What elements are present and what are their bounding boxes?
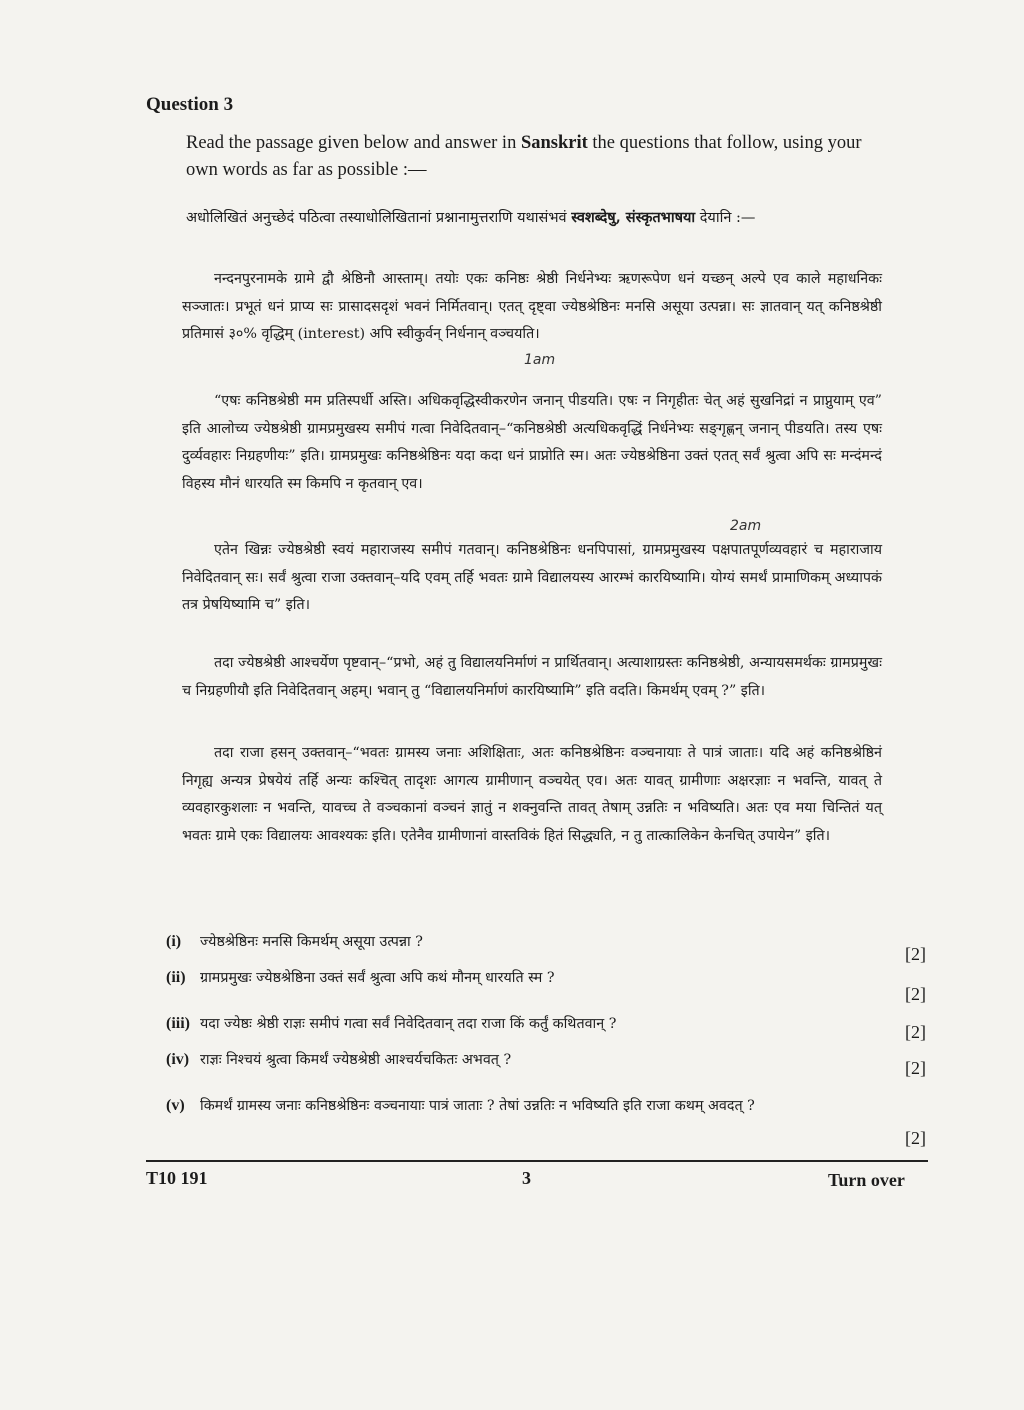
question-item: (iii) यदा ज्येष्ठः श्रेष्ठी राज्ञः समीपं गत्वा सर्वं निवेदितवान् तदा राजा किं कर्तुं कथितवान् ? [2] [166, 1010, 926, 1038]
instruction-english: Read the passage given below and answer in Sanskrit the questions that follow, using your own words as far as possible :— [186, 133, 862, 180]
instruction-sanskrit: अधोलिखितं अनुच्छेदं पठित्वा तस्याधोलिखितानां प्रश्नानामुत्तराणि यथासंभवं स्वशब्देषु, संस्कृतभाषया देयानि :— [186, 209, 756, 226]
passage-paragraph-1: नन्दनपुरनामके ग्रामे द्वौ श्रेष्ठिनौ आस्ताम्। तयोः एकः कनिष्ठः श्रेष्ठी निर्धनेभ्यः ऋणरूपेण धनं यच्छन् अल्पे एव काले महाधनिकः सञ्जातः। प्रभूतं धनं प्राप्य सः प्रासादसदृशं भवनं निर्मितवान्। एतत् दृष्ट्वा ज्येष्ठश्रेष्ठिनः मनसि असूया उत्पन्ना। सः ज्ञातवान् यत् कनिष्ठश्रेष्ठी प्रतिमासं ३०% वृद्धिम् (interest) अपि स्वीकुर्वन् निर्धनान् वञ्चयति। [182, 271, 882, 343]
marks-label: [2] [905, 1128, 926, 1148]
question-item: (v) किमर्थं ग्रामस्य जनाः कनिष्ठश्रेष्ठिनः वञ्चनायाः पात्रं जाताः ? तेषां उन्नतिः न भविष्यति इति राजा कथम् अवदत् ? [2] [166, 1092, 926, 1120]
passage-paragraph-3: एतेन खिन्नः ज्येष्ठश्रेष्ठी स्वयं महाराजस्य समीपं गतवान्। कनिष्ठश्रेष्ठिनः धनपिपासां, ग्रामप्रमुखस्य पक्षपातपूर्णव्यवहारं च महाराजाय निवेदितवान् सः। सर्वं श्रुत्वा राजा उक्तवान्–यदि एवम् तर्हि भवतः ग्रामे विद्यालयस्य आरम्भं कारयिष्यामि। योग्यं समर्थं प्रामाणिकम् अध्यापकं तत्र प्रेषयिष्यामि च” इति। [182, 542, 882, 614]
passage-paragraph-4: तदा ज्येष्ठश्रेष्ठी आश्चर्येण पृष्टवान्–“प्रभो, अहं तु विद्यालयनिर्माणं न प्रार्थितवान्। अत्याशाग्रस्तः कनिष्ठश्रेष्ठी, अन्यायसमर्थकः ग्रामप्रमुखः च निग्रहणीयौ इति निवेदितवान् अहम्। भवान् तु “विद्यालयनिर्माणं कारयिष्यामि” इति वदति। किमर्थम् एवम् ?” इति। [182, 655, 882, 699]
handwritten-note-1: 1am [524, 352, 556, 368]
passage-paragraph-5: तदा राजा हसन् उक्तवान्–“भवतः ग्रामस्य जनाः अशिक्षिताः, अतः कनिष्ठश्रेष्ठिनः वञ्चनायाः ते पात्रं जाताः। यदि अहं कनिष्ठश्रेष्ठिनं निगृह्य अन्यत्र प्रेषयेयं तर्हि अन्यः कश्चित् तादृशः आगत्य ग्रामीणान् वञ्चयेत् एव। अतः यावत् ग्रामीणाः अक्षरज्ञाः न भवन्ति, यावत् ते व्यवहारकुशलाः न भवन्ति, यावच्च ते वञ्चकानां वञ्चनं ज्ञातुं न शक्नुवन्ति तावत् तेषाम् उन्नतिः न भविष्यति। अतः एव मया चिन्तितं यत् भवतः ग्रामे एकः विद्यालयः आवश्यकः इति। एतेनैव ग्रामीणानां वास्तविकं हितं सिद्ध्यति, न तु तात्कालिकेन केनचित् उपायेन” इति। [182, 745, 882, 844]
marks-label: [2] [905, 984, 926, 1004]
marks-label: [2] [905, 1022, 926, 1042]
question-item: (ii) ग्रामप्रमुखः ज्येष्ठश्रेष्ठिना उक्तं सर्वं श्रुत्वा अपि कथं मौनम् धारयति स्म ? [2] [166, 964, 926, 992]
marks-label: [2] [905, 1058, 926, 1078]
question-item: (iv) राज्ञः निश्चयं श्रुत्वा किमर्थं ज्येष्ठश्रेष्ठी आश्चर्यचकितः अभवत् ? [2] [166, 1046, 926, 1074]
turn-over-label: Turn over [828, 1170, 905, 1190]
page-number: 3 [522, 1168, 531, 1188]
passage-paragraph-2: “एषः कनिष्ठश्रेष्ठी मम प्रतिस्पर्धी अस्ति। अधिकवृद्धिस्वीकरणेन जनान् पीडयति। एषः न निगृहीतः चेत् अहं सुखनिद्रां न प्राप्नुयाम् एव” इति आलोच्य ज्येष्ठश्रेष्ठी ग्रामप्रमुखस्य समीपं गत्वा निवेदितवान्–“कनिष्ठश्रेष्ठी अत्यधिकवृद्धिं निर्धनेभ्यः सङ्गृह्णन् जनान् पीडयति। तस्य एषः दुर्व्यवहारः निग्रहणीयः” इति। ग्रामप्रमुखः कनिष्ठश्रेष्ठिनः यदा कदा धनं प्राप्नोति स्म। अतः ज्येष्ठश्रेष्ठिना उक्तं एतत् सर्वं श्रुत्वा अपि सः मन्दंमन्दं विहस्य मौनं धारयति स्म किमपि न कृतवान् एव। [182, 393, 882, 492]
marks-label: [2] [905, 944, 926, 964]
question-item: (i) ज्येष्ठश्रेष्ठिनः मनसि किमर्थम् असूया उत्पन्ना ? [2] [166, 928, 926, 956]
question-heading: Question 3 [146, 94, 234, 115]
paper-code: T10 191 [146, 1168, 208, 1188]
handwritten-note-2: 2am [730, 518, 762, 534]
footer-divider [146, 1160, 928, 1162]
